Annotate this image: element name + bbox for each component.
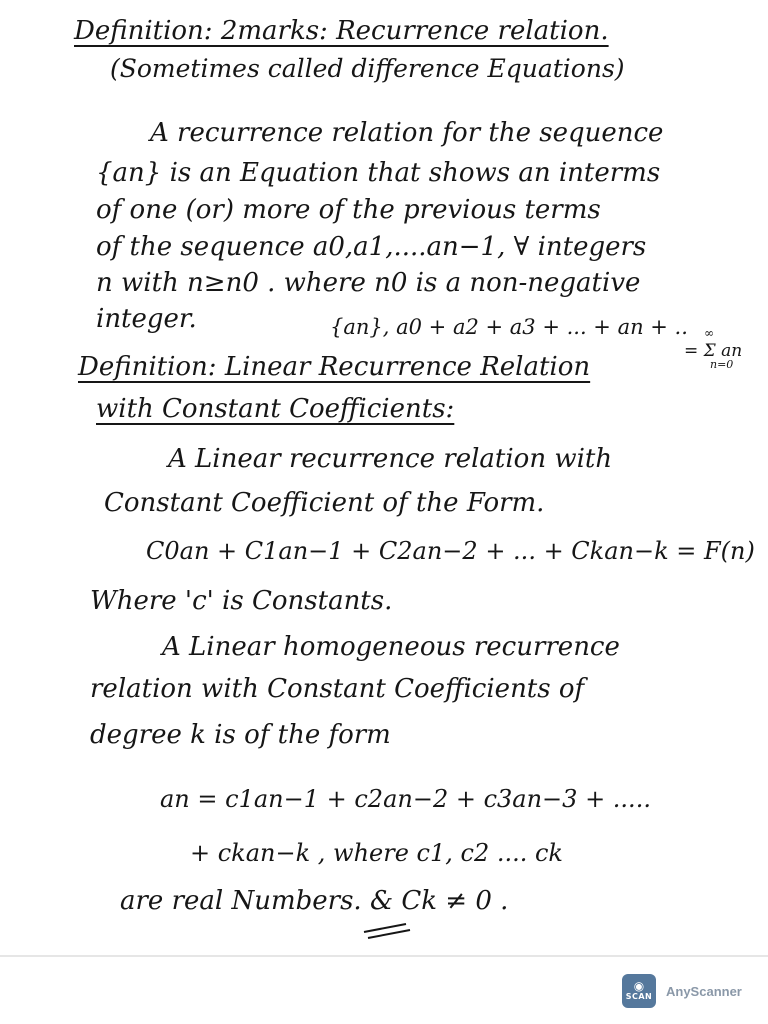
series-expression: {an}, a0 + a2 + a3 + ... + an + .. [330, 315, 688, 339]
note-line: Where 'c' is Constants. [90, 586, 393, 616]
sigma-lower-bound: n=0 [710, 358, 734, 371]
note-line: (Sometimes called difference Equations) [110, 54, 625, 83]
sigma-sum: = Σ an [684, 341, 743, 361]
heading-constant-coefficients [96, 392, 454, 426]
note-line: {an} is an Equation that shows an interms [96, 158, 661, 188]
homogeneous-formula-continued: + ckan−k , where c1, c2 .... ck [190, 839, 563, 867]
note-line: integer. [96, 304, 197, 334]
note-line: A Linear homogeneous recurrence [162, 632, 620, 662]
note-line: of the sequence a0,a1,....an−1, ∀ integers [96, 232, 647, 262]
scan-logo [622, 974, 656, 1008]
page-edge-divider [0, 955, 768, 957]
note-line: A recurrence relation for the sequence [150, 118, 664, 148]
heading-definition-recurrence [74, 14, 609, 48]
homogeneous-formula: an = c1an−1 + c2an−2 + c3an−3 + ..... [160, 785, 651, 813]
linear-recurrence-formula: C0an + C1an−1 + C2an−2 + ... + Ckan−k = F(n) [146, 537, 755, 565]
note-line: Definition: Linear Recurrence Relation [78, 352, 591, 382]
scanner-app-name: AnyScanner [666, 983, 742, 999]
note-line: are real Numbers. & Ck ≠ 0 . [120, 886, 509, 916]
anyscanner-watermark [622, 974, 742, 1008]
note-line: relation with Constant Coefficients of [90, 674, 585, 704]
note-line: n with n≥n0 . where n0 is a non-negative [96, 268, 641, 298]
note-line: with Constant Coefficients: [96, 394, 455, 424]
note-line: degree k is of the form [90, 720, 391, 750]
heading-definition-linear [78, 350, 590, 384]
double-underline-mark [360, 918, 420, 942]
infinity-mark: ∞ [704, 326, 714, 340]
note-line: of one (or) more of the previous terms [96, 195, 601, 225]
note-line: Constant Coefficient of the Form. [104, 488, 545, 518]
note-line: Definition: 2marks: Recurrence relation. [74, 16, 609, 46]
note-line: A Linear recurrence relation with [168, 444, 613, 474]
camera-icon: ◉ [633, 979, 645, 993]
scan-logo-word: SCAN [625, 992, 653, 1001]
